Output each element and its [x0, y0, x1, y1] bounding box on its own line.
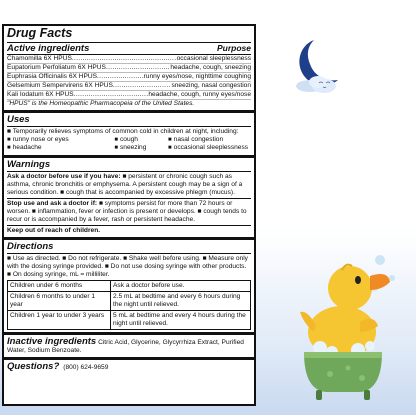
table-row	[8, 310, 250, 329]
symptom-item: ■ nasal congestion	[168, 136, 251, 144]
ingredient-name: Euphrasia Officinalis 6X HPUS	[7, 72, 98, 80]
inactive-ingredients-heading: Inactive ingredients	[7, 335, 97, 347]
dose-cell: 2.5 mL at bedtime and every 6 hours during the night until relieved.	[113, 292, 241, 308]
ingredient-purpose: occasional sleeplessness	[176, 54, 251, 62]
hpus-note: "HPUS" is the Homeopathic Pharmacopeia of the United States.	[7, 99, 195, 107]
ingredient-purpose: sneezing, nasal congestion	[171, 81, 251, 89]
drug-facts-panel	[2, 24, 256, 406]
active-ingredients-header	[7, 43, 251, 55]
ingredient-purpose: runny eyes/nose, nighttime coughing	[143, 72, 251, 80]
ask-doctor-text: ■ persistent or chronic cough such as asthma, chronic bronchitis or emphysema. A persistent cough may be a sign of a serious condition. ■ cough that is accompanied by excessive phlegm (mucus).	[7, 172, 243, 196]
ingredient-row	[7, 82, 251, 91]
purpose-heading: Purpose	[216, 42, 251, 53]
crescent-moon-icon	[286, 36, 358, 96]
uses-heading: Uses	[7, 113, 30, 125]
drug-facts-title: Drug Facts	[7, 27, 251, 43]
symptom-item: ■ headache	[7, 144, 114, 152]
drug-facts-header	[4, 26, 254, 110]
symptom-list	[7, 136, 251, 153]
ingredient-purpose: headache, cough, sneezing	[170, 63, 251, 71]
inactive-ingredients-section	[4, 332, 254, 357]
rubber-duck-in-tub-icon	[290, 240, 414, 415]
symptom-item: ■ occasional sleeplessness	[168, 144, 251, 152]
stop-use-warning	[7, 200, 251, 224]
dosage-table	[7, 280, 251, 330]
ingredient-list	[7, 55, 251, 100]
table-row	[8, 291, 250, 310]
ingredient-row	[7, 55, 251, 64]
directions-syringe-note: ■ On dosing syringe, mL = milliliter.	[7, 270, 110, 278]
directions-text: ■ Use as directed. ■ Do not refrigerate. ■ Shake well before using. ■ Measure only with the dosing syringe provided. ■ Do not use dosing syringe with other products.	[7, 254, 248, 270]
keep-out-of-reach: Keep out of reach of children.	[7, 226, 101, 234]
symptom-item: ■ runny nose or eyes	[7, 136, 114, 144]
age-cell: Children 1 year to under 3 years	[8, 311, 111, 329]
ask-doctor-warning	[7, 173, 251, 197]
directions-heading: Directions	[7, 240, 54, 252]
table-row	[8, 281, 250, 291]
age-cell: Children under 6 months	[8, 281, 111, 291]
questions-phone: (800) 624-9659	[63, 364, 109, 371]
directions-section	[4, 237, 254, 332]
age-cell: Children 6 months to under 1 year	[8, 292, 111, 310]
ingredient-row	[7, 73, 251, 82]
dose-cell: 5 mL at bedtime and every 4 hours during the night until relieved.	[113, 311, 246, 327]
uses-intro: ■ Temporarily relieves symptoms of common cold in children at night, including:	[7, 127, 239, 135]
questions-heading: Questions?	[7, 361, 60, 372]
ingredient-name: Gelsemium Sempervirens 6X HPUS	[7, 81, 113, 89]
active-ingredients-heading: Active ingredients	[7, 42, 90, 54]
stop-use-text: ■ symptoms persist for more than 72 hours or worsen. ■ inflammation, fever or infection is present or develops. ■ cough tends to recur or is accompanied by a fever, rash or persistent headache.	[7, 199, 247, 223]
warnings-heading: Warnings	[7, 158, 51, 170]
symptom-item: ■ cough	[114, 136, 168, 144]
dose-cell: Ask a doctor before use.	[113, 281, 185, 289]
ingredient-name: Eupatorium Perfoliatum 6X HPUS	[7, 63, 106, 71]
ask-doctor-label: Ask a doctor before use if you have:	[7, 172, 121, 180]
stop-use-label: Stop use and ask a doctor if:	[7, 199, 98, 207]
symptom-item: ■ sneezing	[114, 144, 168, 152]
ingredient-name: Chamomilla 6X HPUS	[7, 54, 72, 62]
questions-section	[4, 357, 254, 374]
ingredient-name: Kali Iodatum 6X HPUS	[7, 90, 74, 98]
warnings-section	[4, 155, 254, 237]
ingredient-purpose: headache, cough, runny eyes/nose	[148, 90, 251, 98]
uses-section	[4, 110, 254, 155]
inactive-ingredients-text: Citric Acid, Glycerine, Glycyrrhiza Extract, Purified Water, Sodium Benzoate.	[7, 338, 244, 354]
ingredient-row	[7, 91, 251, 100]
ingredient-row	[7, 64, 251, 73]
